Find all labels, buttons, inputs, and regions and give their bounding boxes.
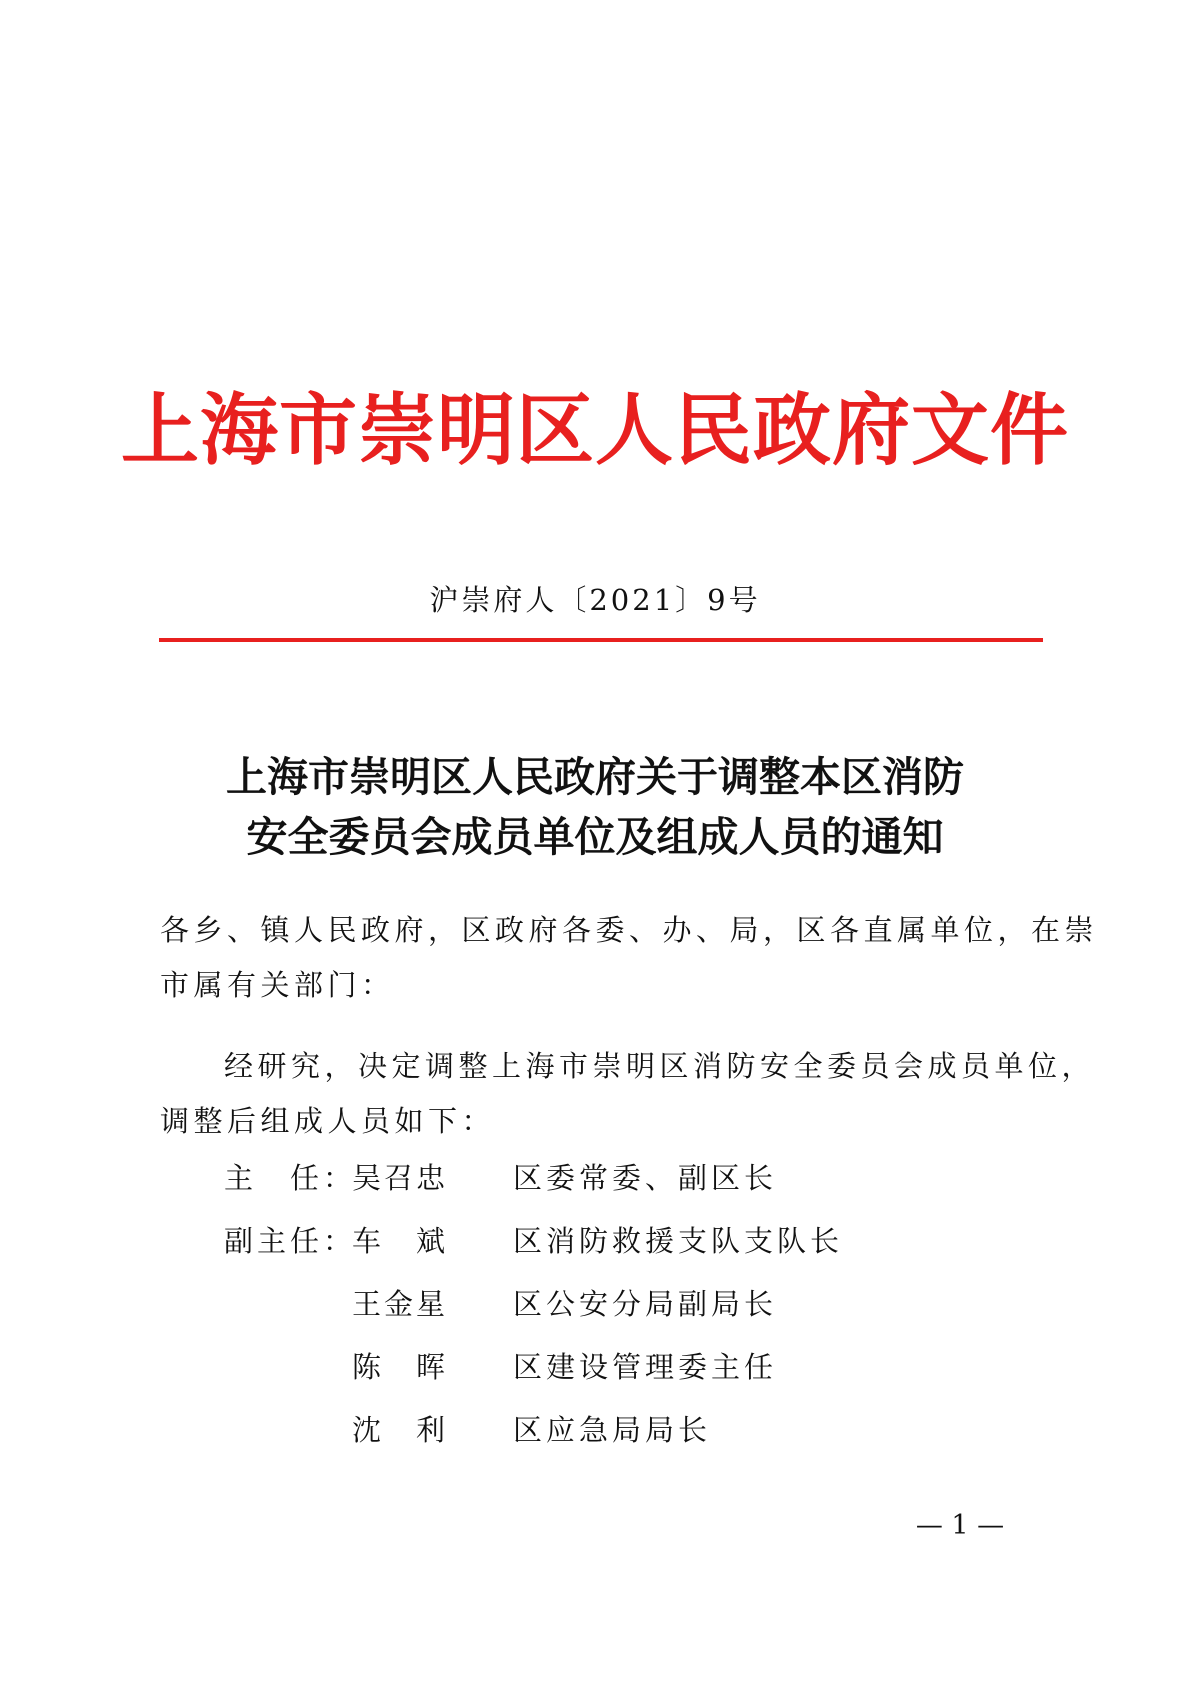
member-row — [0, 1158, 1190, 1198]
member-row — [0, 1347, 1190, 1387]
member-position: 区建设管理委主任 — [513, 1350, 778, 1384]
document-number: 沪崇府人〔2021〕9号 — [429, 583, 761, 617]
member-name: 车 斌 — [352, 1224, 449, 1258]
member-name: 沈 利 — [352, 1413, 449, 1447]
notice-title — [0, 747, 1190, 867]
body-line: 经研究，决定调整上海市崇明区消防安全委员会成员单位， — [224, 1049, 1096, 1083]
page-number: — 1 — — [915, 1510, 1005, 1541]
addressee-line: 市属有关部门： — [160, 968, 395, 1002]
member-row — [0, 1284, 1190, 1324]
member-role: 副主任： — [224, 1224, 357, 1258]
member-row — [0, 1410, 1190, 1450]
member-role: 主 任： — [224, 1161, 357, 1195]
member-name: 陈 晖 — [352, 1350, 449, 1384]
member-position: 区委常委、副区长 — [513, 1161, 778, 1195]
addressee-line: 各乡、镇人民政府，区政府各委、办、局，区各直属单位，在崇 — [160, 913, 1099, 947]
member-name: 吴召忠 — [352, 1161, 449, 1195]
member-name: 王金星 — [352, 1287, 449, 1321]
addressee-paragraph — [160, 904, 1099, 1014]
member-position: 区应急局局长 — [513, 1413, 712, 1447]
member-position: 区消防救援支队支队长 — [513, 1224, 844, 1258]
document-masthead: 上海市崇明区人民政府文件 — [120, 385, 1069, 476]
notice-title-line: 上海市崇明区人民政府关于调整本区消防 — [226, 753, 964, 801]
notice-title-line: 安全委员会成员单位及组成人员的通知 — [246, 813, 944, 861]
body-line: 调整后组成人员如下： — [160, 1104, 496, 1138]
red-separator-rule — [159, 638, 1043, 642]
member-position: 区公安分局副局长 — [513, 1287, 778, 1321]
member-row — [0, 1221, 1190, 1261]
body-paragraph — [160, 1040, 1096, 1150]
